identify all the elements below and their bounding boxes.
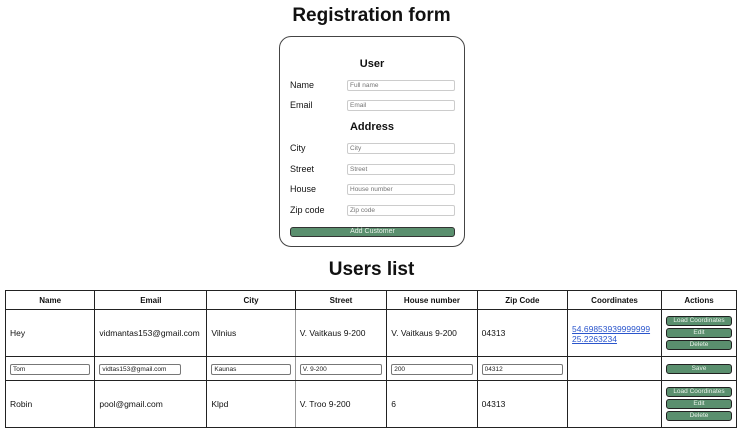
- edit-button[interactable]: Edit: [666, 328, 732, 338]
- header-name: Name: [6, 291, 95, 310]
- cell-zip: [477, 357, 567, 381]
- name-input[interactable]: [347, 80, 455, 91]
- cell-house: V. Vaitkaus 9-200: [387, 310, 477, 357]
- edit-name-input[interactable]: [10, 364, 90, 375]
- cell-actions: [661, 381, 736, 428]
- edit-house-input[interactable]: [391, 364, 472, 375]
- house-input[interactable]: [347, 184, 455, 195]
- user-section-title: User: [359, 58, 385, 70]
- header-street: Street: [295, 291, 386, 310]
- city-input[interactable]: [347, 143, 455, 154]
- form-title: Registration form: [292, 5, 451, 26]
- cell-coordinates: [568, 357, 662, 381]
- users-list-title: Users list: [328, 259, 415, 280]
- city-label: City: [290, 143, 306, 153]
- table-header: [6, 291, 737, 310]
- header-email: Email: [95, 291, 207, 310]
- cell-email: vidmantas153@gmail.com: [95, 310, 207, 357]
- header-coordinates: Coordinates: [568, 291, 662, 310]
- load-coordinates-button[interactable]: Load Coordinates: [666, 387, 732, 397]
- header-zip: Zip Code: [477, 291, 567, 310]
- header-actions: Actions: [661, 291, 736, 310]
- cell-actions: [661, 310, 736, 357]
- cell-coordinates: [568, 310, 662, 357]
- street-label: Street: [290, 164, 315, 174]
- coordinates-link[interactable]: 54.69853939999999: [572, 324, 651, 334]
- delete-button[interactable]: Delete: [666, 340, 732, 350]
- zip-label: Zip code: [290, 205, 325, 215]
- cell-house: 6: [387, 381, 477, 428]
- add-customer-button[interactable]: Add Customer: [290, 227, 455, 237]
- edit-city-input[interactable]: [211, 364, 290, 375]
- table-row: [6, 381, 737, 428]
- cell-city: Vilnius: [207, 310, 295, 357]
- cell-name: [6, 357, 95, 381]
- cell-city: Klpd: [207, 381, 295, 428]
- cell-actions: [661, 357, 736, 381]
- street-input[interactable]: [347, 164, 455, 175]
- cell-city: [207, 357, 295, 381]
- delete-button[interactable]: Delete: [666, 411, 732, 421]
- cell-zip: 04313: [477, 310, 567, 357]
- load-coordinates-button[interactable]: Load Coordinates: [666, 316, 732, 326]
- zip-input[interactable]: [347, 205, 455, 216]
- registration-form: [279, 36, 465, 247]
- header-city: City: [207, 291, 295, 310]
- edit-zip-input[interactable]: [482, 364, 563, 375]
- cell-coordinates: [568, 381, 662, 428]
- name-label: Name: [290, 80, 315, 90]
- table-row-editing: [6, 357, 737, 381]
- cell-street: [295, 357, 386, 381]
- cell-house: [387, 357, 477, 381]
- address-section-title: Address: [349, 121, 395, 133]
- save-button[interactable]: Save: [666, 364, 732, 374]
- coordinates-link[interactable]: 25.2263234: [572, 334, 617, 344]
- house-label: House: [290, 184, 317, 194]
- edit-street-input[interactable]: [300, 364, 382, 375]
- edit-email-input[interactable]: [99, 364, 181, 375]
- users-table: [5, 290, 737, 428]
- cell-email: [95, 357, 207, 381]
- cell-email: pool@gmail.com: [95, 381, 207, 428]
- email-input[interactable]: [347, 100, 455, 111]
- cell-zip: 04313: [477, 381, 567, 428]
- cell-name: Robin: [6, 381, 95, 428]
- edit-button[interactable]: Edit: [666, 399, 732, 409]
- header-house: House number: [387, 291, 477, 310]
- cell-name: Hey: [6, 310, 95, 357]
- cell-street: V. Troo 9-200: [295, 381, 386, 428]
- table-row: [6, 310, 737, 357]
- email-label: Email: [290, 100, 313, 110]
- cell-street: V. Vaitkaus 9-200: [295, 310, 386, 357]
